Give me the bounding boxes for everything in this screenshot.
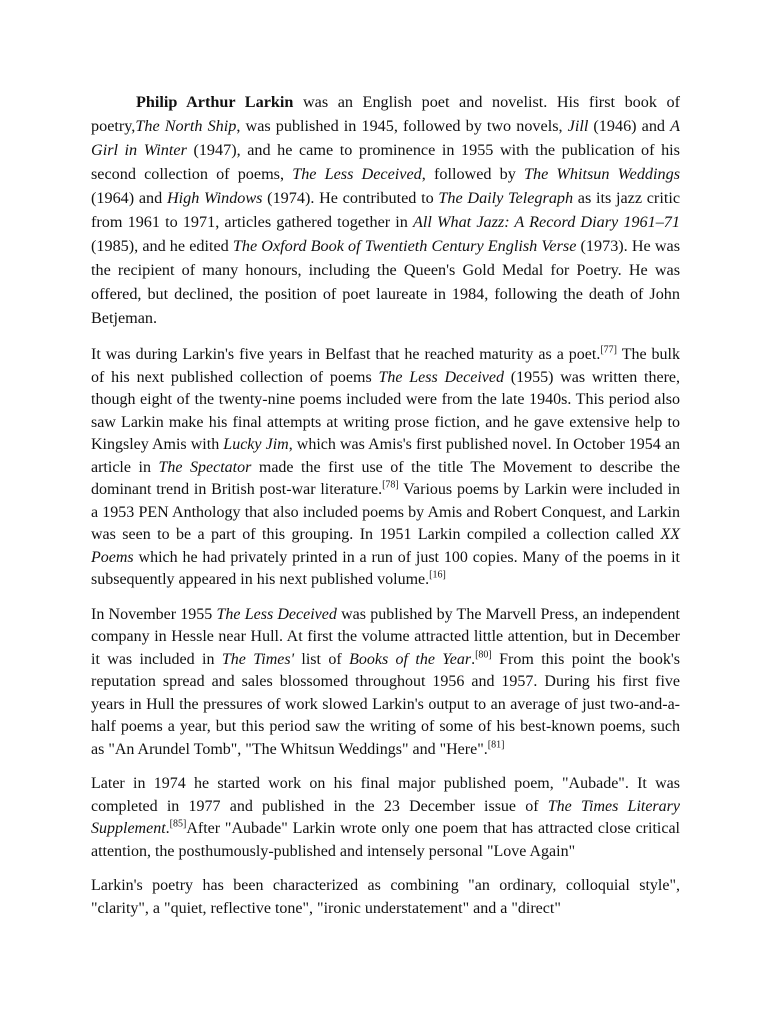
paragraph-hull [91, 604, 680, 762]
publication-title: The Daily Telegraph [438, 189, 574, 207]
text-run: In November 1955 [91, 605, 217, 623]
text-run: (1964) and [91, 189, 167, 207]
book-title: Lucky Jim [223, 436, 289, 453]
subject-name: Philip Arthur Larkin [136, 93, 294, 111]
citation-ref: [85] [169, 818, 187, 830]
text-run: From this point the book's reputation spread and sales blossomed throughout 1956 and 1957. During his first five years in Hull the pressures of work slowed Larkin's output to an average of just two-and-a-half poems a year, but this period saw the writing of some of his best-known poems, such as "An Arundel Tomb", "The Whitsun Weddings" and "Here". [91, 650, 681, 758]
publication-title: The Times' [221, 650, 295, 668]
text-run: It was during Larkin's five years in Belfast that he reached maturity as a poet. [91, 346, 601, 363]
citation-ref: [80] [475, 649, 492, 661]
book-title: All What Jazz: A Record Diary 1961–71 [413, 213, 680, 231]
list-title: Books of the Year [349, 650, 472, 668]
text-run: as its jazz critic from 1961 to 1971, articles gathered together in [91, 189, 681, 231]
book-title: The Less Deceived [216, 605, 337, 623]
text-run: Later in 1974 he started work on his final major published poem, "Aubade". It was completed in 1977 and published in the 23 December issue of [91, 775, 680, 815]
text-run: which he had privately printed in a run of just 100 copies. Many of the poems in it subsequently appeared in his next published volume. [91, 548, 680, 588]
publication-title: The Spectator [158, 458, 252, 476]
paragraph-style [91, 875, 680, 920]
text-run: , which was Amis's first published novel. In October 1954 an article in [91, 436, 681, 476]
book-title: The Less Deceived [378, 368, 505, 386]
text-run: Various poems by Larkin were included in a 1953 PEN Anthology that also included poems by Amis and Robert Conquest, and Larkin was seen to be a part of this grouping. In 1951 Larkin compiled a collection called [91, 481, 681, 543]
text-run: Larkin's poetry has been characterized as combining "an ordinary, colloquial style", "clarity", a "quiet, reflective tone", "ironic understatement" and a "direct" [91, 877, 680, 917]
text-run: . [471, 650, 476, 668]
text-run: was published by The Marvell Press, an independent company in Hessle near Hull. At first the volume attracted little attention, but in December it was included in [91, 605, 680, 668]
text-run: , followed by [421, 165, 524, 183]
text-run: . [165, 820, 170, 837]
text-run: list of [294, 650, 350, 668]
paragraph-intro [91, 90, 680, 330]
publication-title: The Times Literary Supplement [91, 797, 680, 837]
book-title: A Girl in Winter [91, 117, 680, 159]
text-run: After "Aubade" Larkin wrote only one poem that has attracted close critical attention, the posthumously-published and intensely personal "Love Again" [91, 820, 680, 860]
text-run: (1947), and he came to prominence in 1955 with the publication of his second collection of poems, [91, 141, 680, 183]
text-run: The bulk of his next published collection of poems [91, 346, 680, 386]
book-title: The North Ship [135, 117, 237, 135]
paragraph-aubade [91, 773, 680, 863]
citation-ref: [81] [487, 739, 505, 751]
citation-ref: [77] [600, 344, 617, 356]
book-title: High Windows [166, 189, 263, 207]
citation-ref: [78] [382, 479, 399, 491]
book-title: Jill [567, 117, 589, 135]
citation-ref: [16] [429, 569, 446, 581]
book-title: The Whitsun Weddings [524, 165, 680, 183]
text-run: (1974). He contributed to [262, 189, 439, 207]
book-title: XX Poems [91, 526, 680, 566]
book-title: The Less Deceived [292, 165, 422, 183]
book-title: The Oxford Book of Twentieth Century English Verse [232, 237, 577, 255]
text-run: (1955) was written there, though eight of the twenty-nine poems included were from the late 1940s. This period also saw Larkin make his final attempts at writing prose fiction, and he gave extensive help to Kingsley Amis with [91, 368, 681, 453]
text-run: made the first use of the title The Movement to describe the dominant trend in British post-war literature. [91, 458, 680, 498]
text-run: (1946) and [588, 117, 671, 135]
text-run: , was published in 1945, followed by two novels, [236, 117, 568, 135]
text-run: was an English poet and novelist. His first book of poetry, [91, 93, 681, 135]
text-run: (1985), and he edited [91, 237, 233, 255]
text-run: (1973). He was the recipient of many honours, including the Queen's Gold Medal for Poetry. He was offered, but declined, the position of poet laureate in 1984, following the death of John Betjeman. [91, 237, 681, 327]
paragraph-belfast [91, 344, 680, 592]
